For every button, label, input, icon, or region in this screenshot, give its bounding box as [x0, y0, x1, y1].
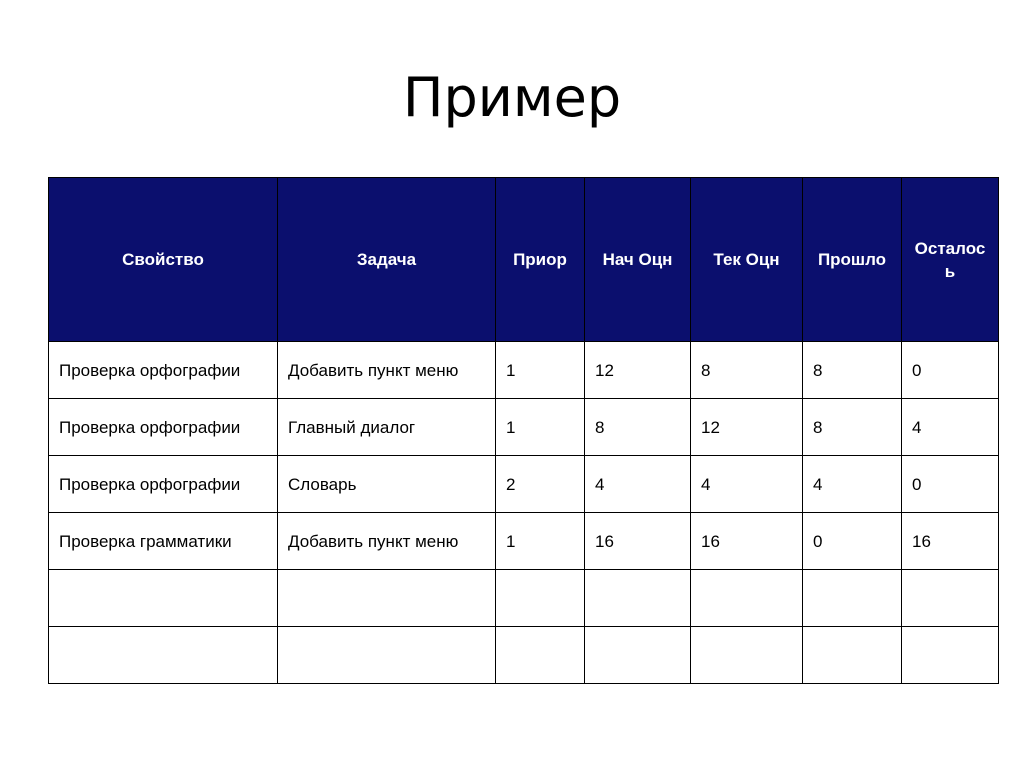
cell-remaining: 16	[902, 513, 999, 570]
cell-initial-estimate: 16	[585, 513, 691, 570]
empty-cell	[278, 570, 496, 627]
header-elapsed: Прошло	[803, 178, 902, 342]
empty-cell	[496, 627, 585, 684]
header-task: Задача	[278, 178, 496, 342]
cell-priority: 1	[496, 513, 585, 570]
header-initial-estimate: Нач Оцн	[585, 178, 691, 342]
cell-elapsed: 0	[803, 513, 902, 570]
header-remaining: Осталось	[902, 178, 999, 342]
table-row	[49, 342, 999, 399]
cell-elapsed: 4	[803, 456, 902, 513]
estimate-table	[48, 177, 999, 684]
table-row	[49, 399, 999, 456]
empty-cell	[902, 627, 999, 684]
empty-cell	[691, 570, 803, 627]
empty-cell	[278, 627, 496, 684]
cell-property: Проверка орфографии	[49, 399, 278, 456]
table-header-row	[49, 178, 999, 342]
empty-cell	[691, 627, 803, 684]
cell-task: Добавить пункт меню	[278, 513, 496, 570]
empty-cell	[902, 570, 999, 627]
table-row	[49, 513, 999, 570]
empty-table-row	[49, 627, 999, 684]
cell-priority: 2	[496, 456, 585, 513]
cell-initial-estimate: 4	[585, 456, 691, 513]
slide-title: Пример	[402, 66, 622, 129]
cell-current-estimate: 16	[691, 513, 803, 570]
cell-property: Проверка орфографии	[49, 456, 278, 513]
cell-property: Проверка орфографии	[49, 342, 278, 399]
cell-task: Добавить пункт меню	[278, 342, 496, 399]
header-property: Свойство	[49, 178, 278, 342]
empty-cell	[585, 627, 691, 684]
empty-cell	[49, 627, 278, 684]
table-row	[49, 456, 999, 513]
cell-priority: 1	[496, 342, 585, 399]
cell-remaining: 4	[902, 399, 999, 456]
header-priority: Приор	[496, 178, 585, 342]
cell-elapsed: 8	[803, 342, 902, 399]
cell-remaining: 0	[902, 342, 999, 399]
cell-priority: 1	[496, 399, 585, 456]
cell-initial-estimate: 8	[585, 399, 691, 456]
cell-current-estimate: 12	[691, 399, 803, 456]
empty-cell	[49, 570, 278, 627]
empty-cell	[803, 627, 902, 684]
cell-initial-estimate: 12	[585, 342, 691, 399]
cell-elapsed: 8	[803, 399, 902, 456]
cell-current-estimate: 8	[691, 342, 803, 399]
cell-current-estimate: 4	[691, 456, 803, 513]
cell-property: Проверка грамматики	[49, 513, 278, 570]
cell-remaining: 0	[902, 456, 999, 513]
cell-task: Словарь	[278, 456, 496, 513]
empty-cell	[496, 570, 585, 627]
empty-cell	[803, 570, 902, 627]
cell-task: Главный диалог	[278, 399, 496, 456]
header-current-estimate: Тек Оцн	[691, 178, 803, 342]
empty-table-row	[49, 570, 999, 627]
empty-cell	[585, 570, 691, 627]
